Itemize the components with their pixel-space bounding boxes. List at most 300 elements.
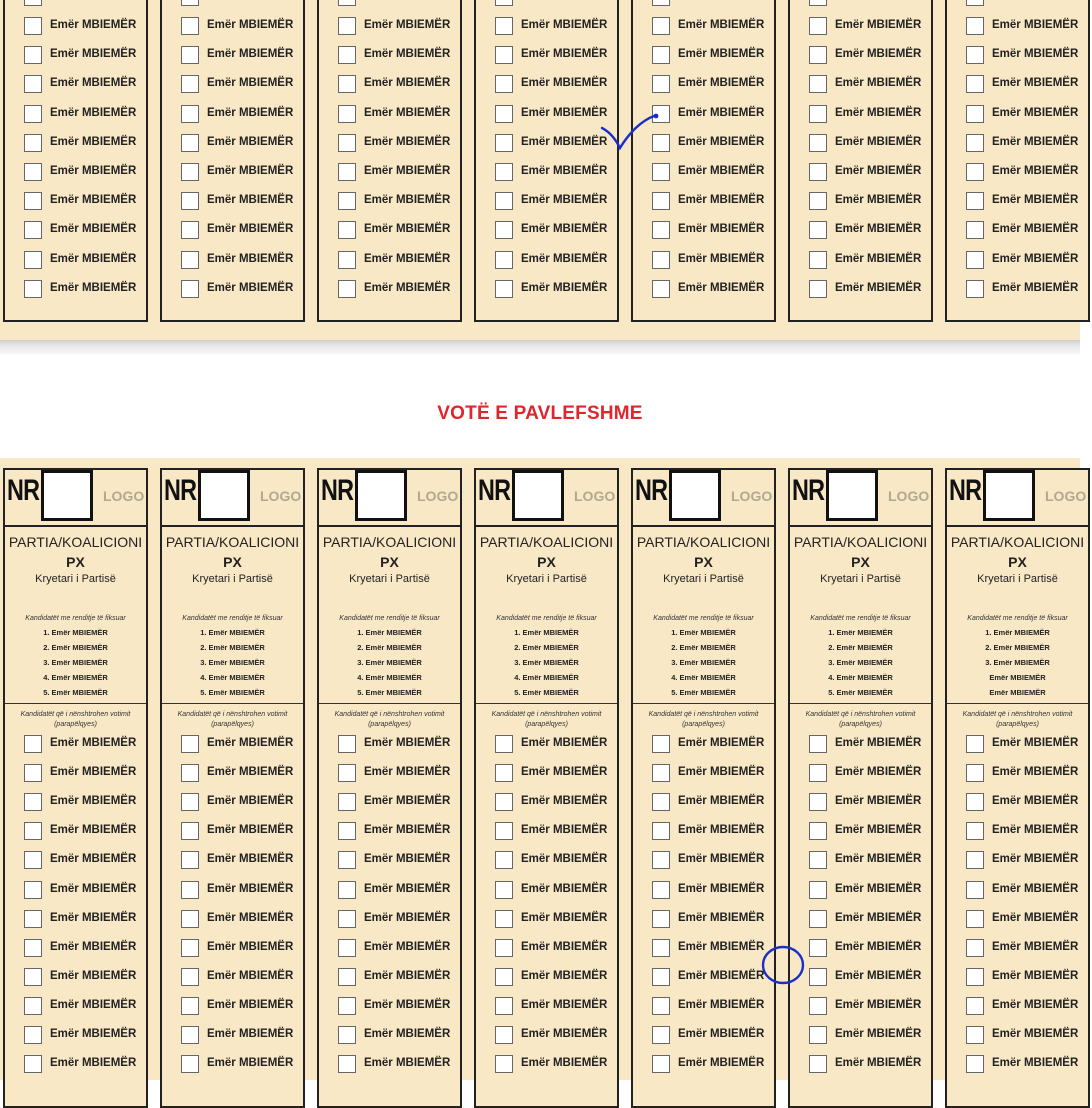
candidate-checkbox[interactable]: [966, 75, 984, 93]
candidate-row[interactable]: [338, 104, 464, 126]
candidate-row[interactable]: [652, 162, 778, 184]
candidate-checkbox[interactable]: [966, 735, 984, 753]
candidate-checkbox[interactable]: [181, 75, 199, 93]
candidate-checkbox[interactable]: [181, 1026, 199, 1044]
candidate-row[interactable]: [809, 16, 935, 38]
candidate-row[interactable]: [338, 0, 464, 9]
candidate-row[interactable]: [24, 996, 150, 1018]
candidate-row[interactable]: [338, 74, 464, 96]
candidate-checkbox[interactable]: [966, 192, 984, 210]
candidate-checkbox[interactable]: [181, 163, 199, 181]
nr-box[interactable]: [198, 470, 250, 521]
candidate-checkbox[interactable]: [652, 0, 670, 6]
candidate-checkbox[interactable]: [809, 1026, 827, 1044]
candidate-row[interactable]: [181, 792, 307, 814]
candidate-row[interactable]: [495, 821, 621, 843]
candidate-row[interactable]: [181, 996, 307, 1018]
candidate-checkbox[interactable]: [809, 0, 827, 6]
candidate-row[interactable]: [652, 850, 778, 872]
candidate-row[interactable]: [24, 1025, 150, 1047]
candidate-row[interactable]: [809, 162, 935, 184]
candidate-row[interactable]: [966, 996, 1092, 1018]
candidate-checkbox[interactable]: [181, 822, 199, 840]
candidate-checkbox[interactable]: [181, 910, 199, 928]
candidate-row[interactable]: [966, 821, 1092, 843]
candidate-checkbox[interactable]: [652, 851, 670, 869]
candidate-row[interactable]: [966, 1054, 1092, 1076]
candidate-row[interactable]: [809, 763, 935, 785]
candidate-row[interactable]: [495, 996, 621, 1018]
candidate-checkbox[interactable]: [495, 192, 513, 210]
candidate-row[interactable]: [24, 967, 150, 989]
candidate-row[interactable]: [495, 45, 621, 67]
candidate-checkbox[interactable]: [24, 105, 42, 123]
candidate-row[interactable]: [181, 191, 307, 213]
candidate-row[interactable]: [809, 45, 935, 67]
candidate-row[interactable]: [809, 191, 935, 213]
candidate-checkbox[interactable]: [495, 822, 513, 840]
candidate-row[interactable]: [495, 938, 621, 960]
candidate-row[interactable]: [495, 1025, 621, 1047]
candidate-row[interactable]: [809, 850, 935, 872]
candidate-row[interactable]: [24, 763, 150, 785]
candidate-checkbox[interactable]: [24, 280, 42, 298]
candidate-checkbox[interactable]: [809, 881, 827, 899]
candidate-checkbox[interactable]: [495, 163, 513, 181]
candidate-row[interactable]: [652, 104, 778, 126]
candidate-checkbox[interactable]: [809, 105, 827, 123]
candidate-checkbox[interactable]: [809, 163, 827, 181]
candidate-row[interactable]: [495, 909, 621, 931]
candidate-checkbox[interactable]: [809, 997, 827, 1015]
candidate-checkbox[interactable]: [24, 1026, 42, 1044]
candidate-row[interactable]: [495, 792, 621, 814]
candidate-row[interactable]: [338, 279, 464, 301]
candidate-row[interactable]: [338, 909, 464, 931]
candidate-row[interactable]: [809, 279, 935, 301]
candidate-checkbox[interactable]: [24, 822, 42, 840]
candidate-row[interactable]: [652, 133, 778, 155]
candidate-checkbox[interactable]: [809, 968, 827, 986]
candidate-checkbox[interactable]: [181, 134, 199, 152]
candidate-checkbox[interactable]: [809, 251, 827, 269]
candidate-checkbox[interactable]: [809, 764, 827, 782]
candidate-checkbox[interactable]: [809, 1055, 827, 1073]
candidate-checkbox[interactable]: [181, 735, 199, 753]
candidate-checkbox[interactable]: [338, 939, 356, 957]
candidate-row[interactable]: [966, 104, 1092, 126]
candidate-checkbox[interactable]: [652, 822, 670, 840]
candidate-row[interactable]: [181, 16, 307, 38]
candidate-checkbox[interactable]: [24, 764, 42, 782]
candidate-row[interactable]: [966, 279, 1092, 301]
candidate-checkbox[interactable]: [966, 822, 984, 840]
candidate-checkbox[interactable]: [966, 163, 984, 181]
candidate-checkbox[interactable]: [652, 968, 670, 986]
candidate-row[interactable]: [652, 279, 778, 301]
candidate-row[interactable]: [338, 880, 464, 902]
candidate-checkbox[interactable]: [495, 1055, 513, 1073]
candidate-row[interactable]: [495, 162, 621, 184]
candidate-row[interactable]: [652, 191, 778, 213]
candidate-checkbox[interactable]: [809, 17, 827, 35]
candidate-row[interactable]: [495, 250, 621, 272]
candidate-checkbox[interactable]: [652, 764, 670, 782]
candidate-row[interactable]: [181, 967, 307, 989]
candidate-checkbox[interactable]: [495, 280, 513, 298]
candidate-row[interactable]: [966, 45, 1092, 67]
candidate-checkbox[interactable]: [652, 910, 670, 928]
candidate-checkbox[interactable]: [809, 735, 827, 753]
candidate-checkbox[interactable]: [809, 939, 827, 957]
candidate-checkbox[interactable]: [338, 1026, 356, 1044]
candidate-checkbox[interactable]: [495, 764, 513, 782]
candidate-checkbox[interactable]: [652, 280, 670, 298]
candidate-checkbox[interactable]: [338, 192, 356, 210]
candidate-checkbox[interactable]: [338, 75, 356, 93]
candidate-checkbox[interactable]: [181, 46, 199, 64]
candidate-row[interactable]: [966, 250, 1092, 272]
candidate-checkbox[interactable]: [181, 1055, 199, 1073]
candidate-checkbox[interactable]: [181, 764, 199, 782]
candidate-row[interactable]: [495, 279, 621, 301]
candidate-checkbox[interactable]: [809, 192, 827, 210]
candidate-row[interactable]: [652, 74, 778, 96]
candidate-checkbox[interactable]: [338, 997, 356, 1015]
candidate-row[interactable]: [652, 996, 778, 1018]
candidate-row[interactable]: [24, 250, 150, 272]
nr-box[interactable]: [826, 470, 878, 521]
candidate-row[interactable]: [24, 938, 150, 960]
candidate-checkbox[interactable]: [338, 134, 356, 152]
candidate-row[interactable]: [966, 792, 1092, 814]
candidate-checkbox[interactable]: [652, 163, 670, 181]
candidate-row[interactable]: [495, 763, 621, 785]
candidate-row[interactable]: [809, 967, 935, 989]
candidate-checkbox[interactable]: [495, 910, 513, 928]
nr-box[interactable]: [512, 470, 564, 521]
candidate-row[interactable]: [809, 1054, 935, 1076]
candidate-checkbox[interactable]: [495, 735, 513, 753]
candidate-checkbox[interactable]: [966, 764, 984, 782]
candidate-row[interactable]: [338, 162, 464, 184]
candidate-checkbox[interactable]: [24, 997, 42, 1015]
candidate-row[interactable]: [24, 45, 150, 67]
candidate-checkbox[interactable]: [181, 192, 199, 210]
candidate-checkbox[interactable]: [966, 280, 984, 298]
candidate-checkbox[interactable]: [338, 968, 356, 986]
candidate-row[interactable]: [809, 734, 935, 756]
candidate-row[interactable]: [809, 104, 935, 126]
candidate-checkbox[interactable]: [652, 17, 670, 35]
candidate-checkbox[interactable]: [652, 997, 670, 1015]
candidate-row[interactable]: [652, 220, 778, 242]
candidate-checkbox[interactable]: [338, 793, 356, 811]
candidate-checkbox[interactable]: [24, 851, 42, 869]
candidate-checkbox[interactable]: [809, 46, 827, 64]
candidate-row[interactable]: [338, 792, 464, 814]
candidate-checkbox[interactable]: [181, 221, 199, 239]
candidate-row[interactable]: [181, 133, 307, 155]
candidate-checkbox[interactable]: [181, 280, 199, 298]
candidate-row[interactable]: [652, 45, 778, 67]
candidate-checkbox[interactable]: [338, 221, 356, 239]
candidate-row[interactable]: [652, 250, 778, 272]
candidate-row[interactable]: [24, 880, 150, 902]
candidate-checkbox[interactable]: [338, 851, 356, 869]
candidate-checkbox[interactable]: [966, 17, 984, 35]
candidate-checkbox[interactable]: [966, 105, 984, 123]
candidate-checkbox[interactable]: [338, 881, 356, 899]
candidate-row[interactable]: [652, 763, 778, 785]
candidate-row[interactable]: [495, 191, 621, 213]
candidate-row[interactable]: [809, 220, 935, 242]
candidate-checkbox[interactable]: [24, 939, 42, 957]
candidate-checkbox[interactable]: [338, 280, 356, 298]
candidate-checkbox[interactable]: [495, 221, 513, 239]
candidate-checkbox[interactable]: [809, 822, 827, 840]
candidate-row[interactable]: [181, 938, 307, 960]
candidate-row[interactable]: [338, 45, 464, 67]
candidate-checkbox[interactable]: [181, 793, 199, 811]
candidate-checkbox[interactable]: [495, 134, 513, 152]
candidate-checkbox[interactable]: [809, 221, 827, 239]
candidate-row[interactable]: [495, 0, 621, 9]
candidate-row[interactable]: [652, 880, 778, 902]
candidate-checkbox[interactable]: [495, 105, 513, 123]
candidate-checkbox[interactable]: [181, 881, 199, 899]
candidate-row[interactable]: [495, 734, 621, 756]
candidate-row[interactable]: [966, 967, 1092, 989]
candidate-checkbox[interactable]: [181, 968, 199, 986]
candidate-checkbox[interactable]: [495, 46, 513, 64]
candidate-row[interactable]: [24, 220, 150, 242]
candidate-checkbox[interactable]: [24, 17, 42, 35]
candidate-row[interactable]: [495, 16, 621, 38]
candidate-checkbox[interactable]: [24, 192, 42, 210]
candidate-checkbox[interactable]: [652, 221, 670, 239]
candidate-row[interactable]: [495, 850, 621, 872]
candidate-row[interactable]: [181, 880, 307, 902]
candidate-checkbox[interactable]: [24, 75, 42, 93]
candidate-checkbox[interactable]: [338, 46, 356, 64]
candidate-checkbox[interactable]: [338, 17, 356, 35]
candidate-row[interactable]: [338, 821, 464, 843]
candidate-checkbox[interactable]: [495, 17, 513, 35]
candidate-checkbox[interactable]: [966, 793, 984, 811]
candidate-checkbox[interactable]: [809, 851, 827, 869]
candidate-checkbox[interactable]: [495, 75, 513, 93]
candidate-row[interactable]: [966, 133, 1092, 155]
candidate-checkbox[interactable]: [809, 134, 827, 152]
candidate-checkbox[interactable]: [966, 0, 984, 6]
candidate-row[interactable]: [181, 74, 307, 96]
candidate-row[interactable]: [966, 0, 1092, 9]
candidate-row[interactable]: [652, 734, 778, 756]
candidate-row[interactable]: [809, 909, 935, 931]
candidate-row[interactable]: [338, 938, 464, 960]
candidate-checkbox[interactable]: [338, 910, 356, 928]
candidate-row[interactable]: [24, 792, 150, 814]
candidate-row[interactable]: [809, 880, 935, 902]
candidate-row[interactable]: [966, 1025, 1092, 1047]
candidate-row[interactable]: [652, 909, 778, 931]
candidate-row[interactable]: [338, 734, 464, 756]
candidate-checkbox[interactable]: [495, 939, 513, 957]
candidate-checkbox[interactable]: [966, 939, 984, 957]
candidate-checkbox[interactable]: [966, 1026, 984, 1044]
candidate-checkbox[interactable]: [24, 46, 42, 64]
candidate-row[interactable]: [809, 1025, 935, 1047]
candidate-row[interactable]: [809, 133, 935, 155]
candidate-row[interactable]: [338, 850, 464, 872]
candidate-checkbox[interactable]: [652, 1055, 670, 1073]
candidate-row[interactable]: [181, 821, 307, 843]
candidate-row[interactable]: [181, 220, 307, 242]
candidate-checkbox[interactable]: [809, 793, 827, 811]
candidate-row[interactable]: [338, 996, 464, 1018]
candidate-row[interactable]: [652, 792, 778, 814]
candidate-row[interactable]: [338, 250, 464, 272]
candidate-row[interactable]: [495, 967, 621, 989]
candidate-row[interactable]: [495, 880, 621, 902]
nr-box[interactable]: [669, 470, 721, 521]
candidate-checkbox[interactable]: [24, 0, 42, 6]
candidate-checkbox[interactable]: [24, 163, 42, 181]
candidate-row[interactable]: [24, 734, 150, 756]
candidate-checkbox[interactable]: [966, 251, 984, 269]
candidate-row[interactable]: [652, 16, 778, 38]
candidate-checkbox[interactable]: [966, 881, 984, 899]
candidate-row[interactable]: [966, 16, 1092, 38]
candidate-row[interactable]: [24, 821, 150, 843]
candidate-row[interactable]: [24, 1054, 150, 1076]
candidate-checkbox[interactable]: [338, 105, 356, 123]
candidate-checkbox[interactable]: [181, 105, 199, 123]
candidate-checkbox[interactable]: [338, 0, 356, 6]
candidate-checkbox[interactable]: [338, 764, 356, 782]
candidate-row[interactable]: [24, 162, 150, 184]
nr-box[interactable]: [983, 470, 1035, 521]
candidate-checkbox[interactable]: [809, 75, 827, 93]
candidate-checkbox[interactable]: [652, 192, 670, 210]
candidate-row[interactable]: [966, 162, 1092, 184]
candidate-row[interactable]: [966, 734, 1092, 756]
candidate-row[interactable]: [338, 16, 464, 38]
candidate-row[interactable]: [652, 821, 778, 843]
candidate-row[interactable]: [338, 220, 464, 242]
candidate-checkbox[interactable]: [181, 251, 199, 269]
candidate-checkbox[interactable]: [966, 221, 984, 239]
candidate-row[interactable]: [338, 191, 464, 213]
candidate-checkbox[interactable]: [495, 0, 513, 6]
candidate-row[interactable]: [181, 162, 307, 184]
nr-box[interactable]: [41, 470, 93, 521]
candidate-row[interactable]: [24, 191, 150, 213]
candidate-row[interactable]: [966, 909, 1092, 931]
candidate-checkbox[interactable]: [652, 735, 670, 753]
candidate-row[interactable]: [24, 74, 150, 96]
candidate-checkbox[interactable]: [24, 910, 42, 928]
candidate-checkbox[interactable]: [24, 735, 42, 753]
candidate-checkbox[interactable]: [338, 735, 356, 753]
candidate-row[interactable]: [181, 734, 307, 756]
candidate-checkbox[interactable]: [338, 1055, 356, 1073]
candidate-checkbox[interactable]: [24, 251, 42, 269]
candidate-checkbox[interactable]: [652, 75, 670, 93]
candidate-checkbox[interactable]: [24, 968, 42, 986]
candidate-checkbox[interactable]: [809, 280, 827, 298]
candidate-row[interactable]: [809, 792, 935, 814]
candidate-checkbox[interactable]: [495, 793, 513, 811]
candidate-row[interactable]: [809, 250, 935, 272]
candidate-checkbox[interactable]: [966, 968, 984, 986]
candidate-checkbox[interactable]: [652, 881, 670, 899]
candidate-row[interactable]: [181, 763, 307, 785]
candidate-checkbox[interactable]: [24, 881, 42, 899]
candidate-row[interactable]: [809, 821, 935, 843]
candidate-row[interactable]: [809, 0, 935, 9]
candidate-row[interactable]: [652, 1054, 778, 1076]
candidate-checkbox[interactable]: [652, 46, 670, 64]
candidate-row[interactable]: [495, 74, 621, 96]
candidate-row[interactable]: [809, 938, 935, 960]
candidate-checkbox[interactable]: [24, 1055, 42, 1073]
candidate-row[interactable]: [181, 0, 307, 9]
candidate-row[interactable]: [181, 279, 307, 301]
candidate-checkbox[interactable]: [495, 881, 513, 899]
candidate-checkbox[interactable]: [652, 939, 670, 957]
candidate-row[interactable]: [181, 1025, 307, 1047]
candidate-checkbox[interactable]: [181, 997, 199, 1015]
candidate-row[interactable]: [338, 763, 464, 785]
candidate-checkbox[interactable]: [181, 851, 199, 869]
candidate-checkbox[interactable]: [652, 793, 670, 811]
candidate-checkbox[interactable]: [338, 822, 356, 840]
candidate-checkbox[interactable]: [338, 251, 356, 269]
candidate-row[interactable]: [181, 104, 307, 126]
candidate-row[interactable]: [24, 104, 150, 126]
candidate-row[interactable]: [338, 133, 464, 155]
candidate-row[interactable]: [181, 850, 307, 872]
candidate-row[interactable]: [966, 191, 1092, 213]
candidate-checkbox[interactable]: [24, 793, 42, 811]
candidate-checkbox[interactable]: [495, 851, 513, 869]
candidate-row[interactable]: [338, 967, 464, 989]
candidate-checkbox[interactable]: [809, 910, 827, 928]
candidate-row[interactable]: [966, 763, 1092, 785]
candidate-row[interactable]: [181, 45, 307, 67]
candidate-row[interactable]: [24, 850, 150, 872]
candidate-row[interactable]: [338, 1054, 464, 1076]
candidate-checkbox[interactable]: [966, 134, 984, 152]
candidate-checkbox[interactable]: [966, 851, 984, 869]
candidate-row[interactable]: [652, 0, 778, 9]
candidate-checkbox[interactable]: [966, 1055, 984, 1073]
candidate-row[interactable]: [24, 909, 150, 931]
candidate-checkbox[interactable]: [181, 17, 199, 35]
nr-box[interactable]: [355, 470, 407, 521]
candidate-row[interactable]: [966, 74, 1092, 96]
candidate-checkbox[interactable]: [24, 134, 42, 152]
candidate-checkbox[interactable]: [24, 221, 42, 239]
candidate-row[interactable]: [966, 850, 1092, 872]
candidate-row[interactable]: [24, 16, 150, 38]
candidate-checkbox[interactable]: [966, 997, 984, 1015]
candidate-row[interactable]: [181, 1054, 307, 1076]
candidate-row[interactable]: [24, 133, 150, 155]
candidate-row[interactable]: [966, 938, 1092, 960]
